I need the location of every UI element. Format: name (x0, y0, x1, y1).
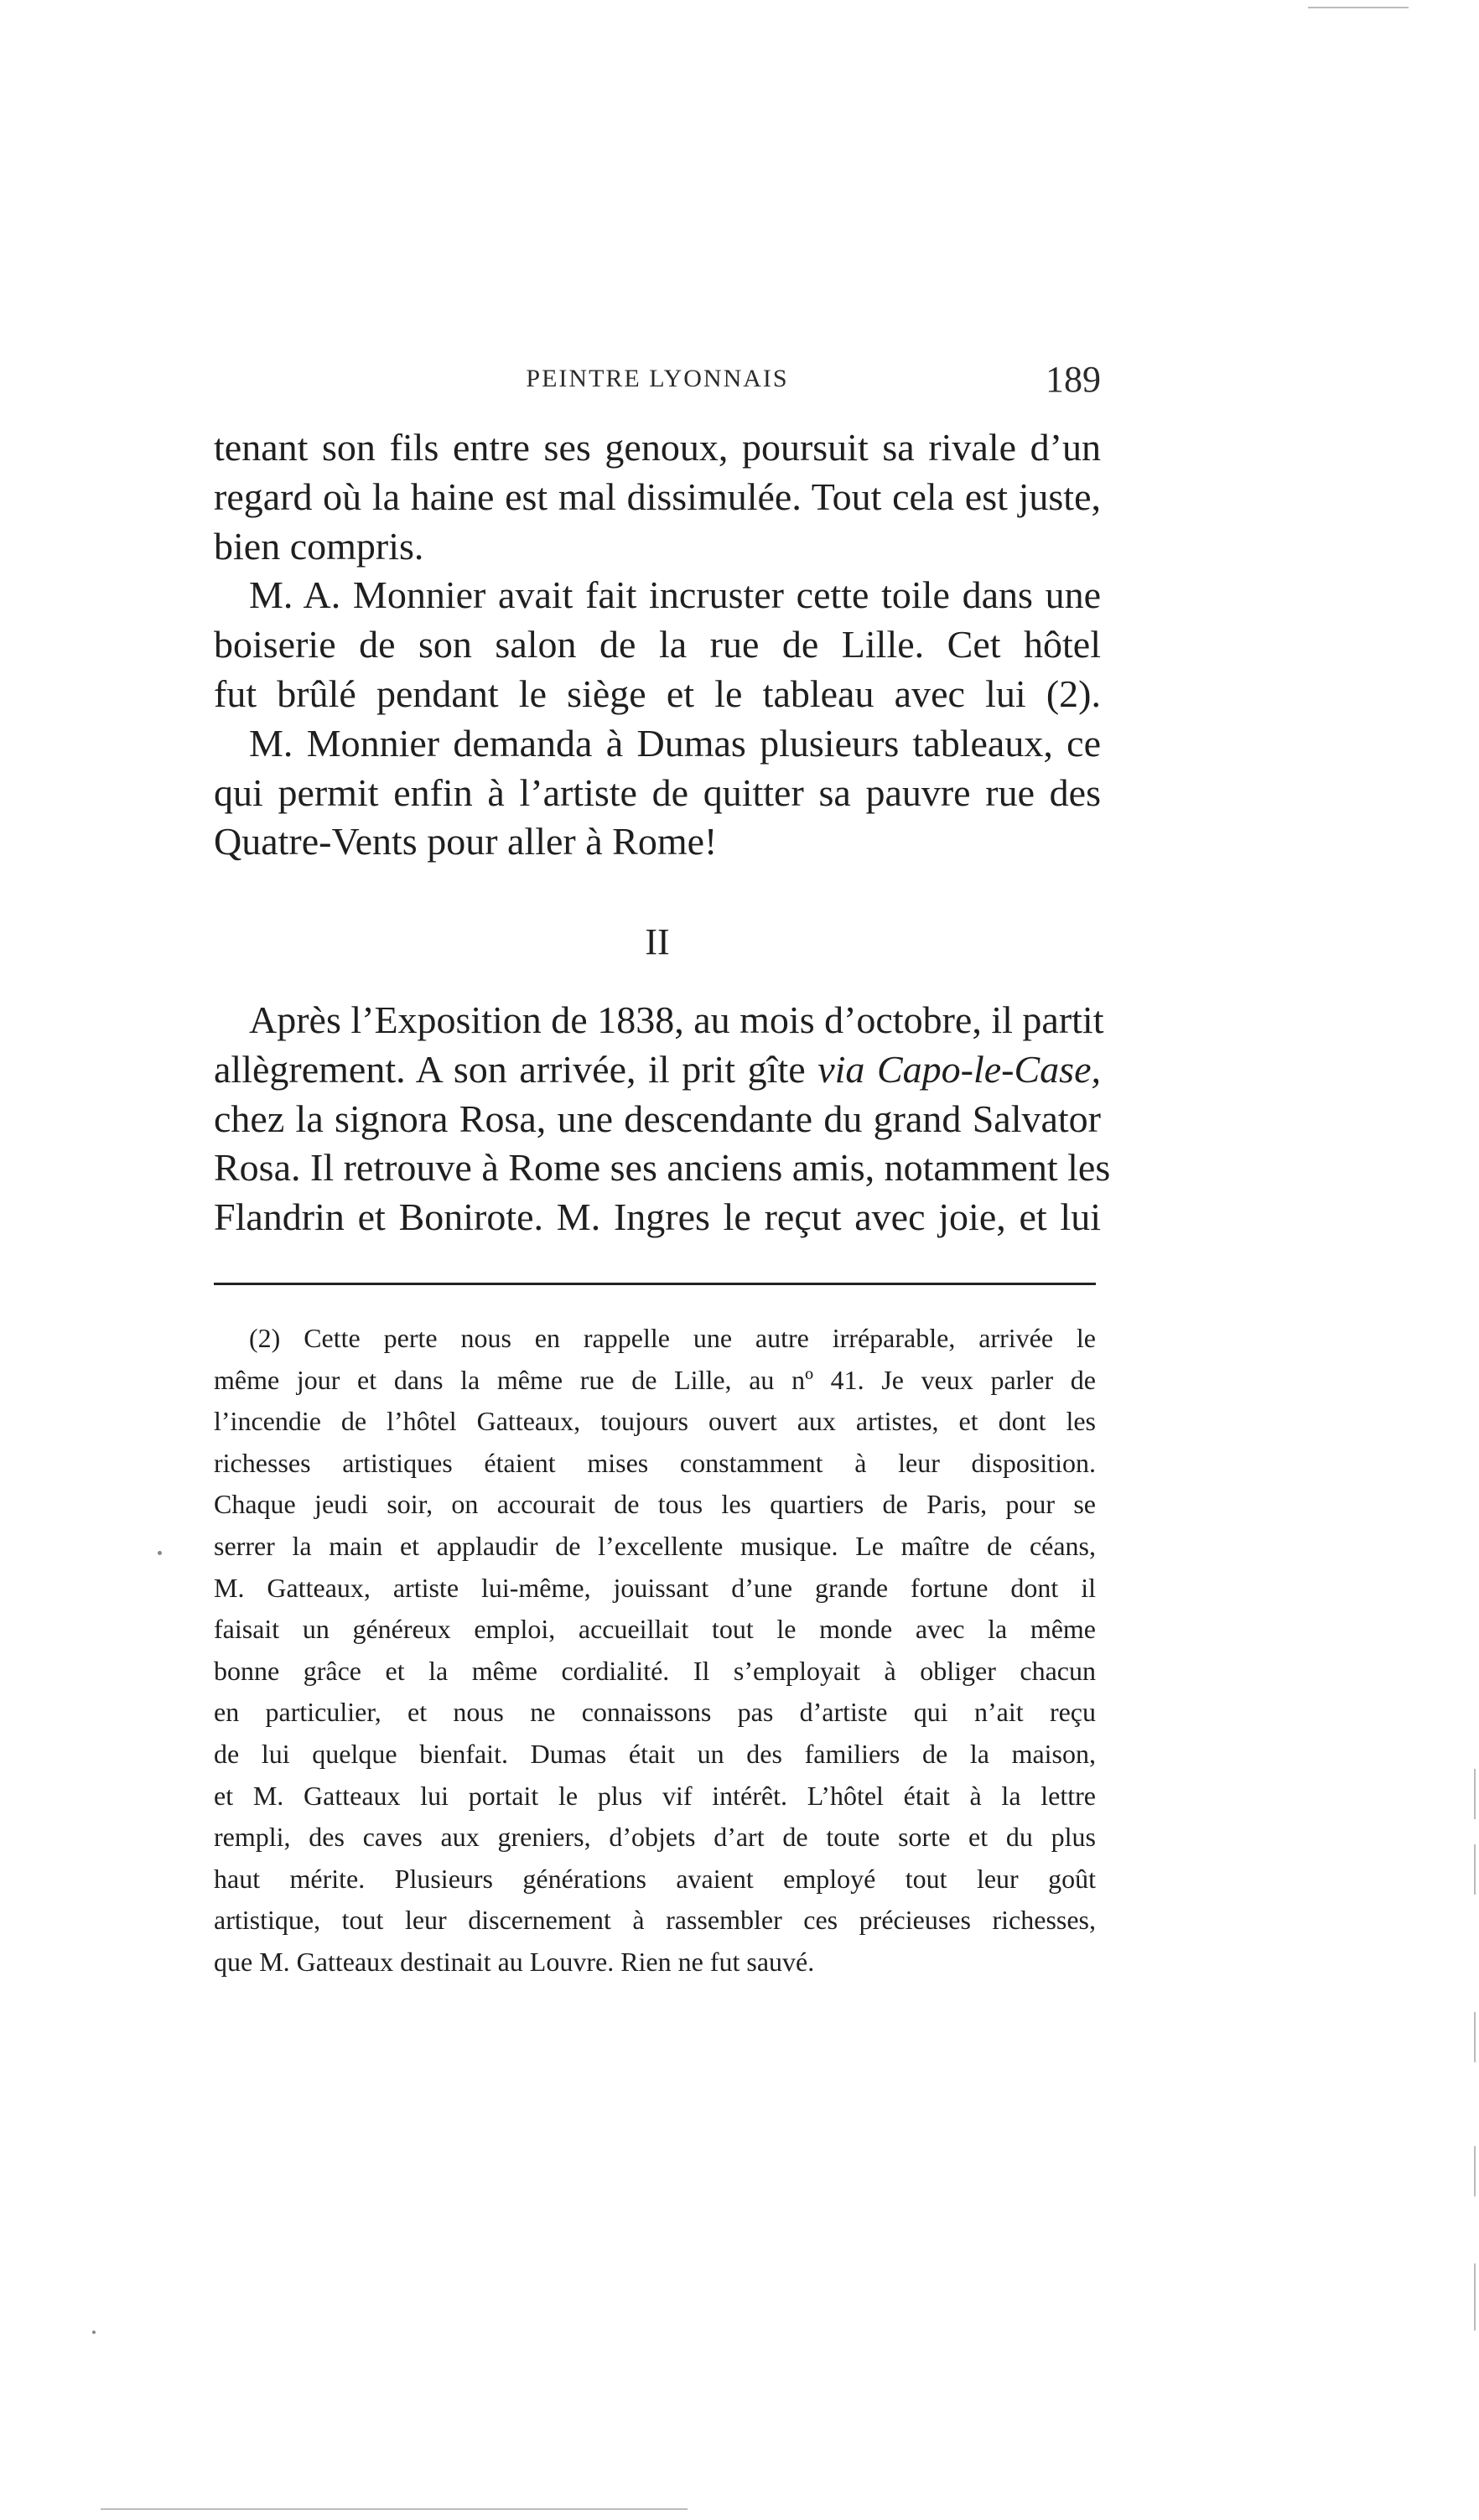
section-heading: II (645, 921, 670, 962)
running-header (214, 356, 1101, 415)
scan-edge-mark (101, 2508, 688, 2510)
body-text (214, 423, 1101, 867)
italic-place-name: via Capo-le-Case, (817, 1047, 1101, 1091)
scan-edge-mark (1474, 2146, 1476, 2196)
footnote-line: faisait un généreux emploi, accueillait tout le monde avec la même (214, 1614, 1096, 1645)
text-line: fut brûlé pendant le siège et le tableau avec lui (2). (214, 671, 1101, 715)
scan-speck (158, 1551, 162, 1555)
text-line: boiserie de son salon de la rue de Lille. Cet hôtel (214, 623, 1101, 666)
paragraph (214, 719, 1101, 867)
footnote-line: Chaque jeudi soir, on accourait de tous les quartiers de Paris, pour se (214, 1489, 1096, 1520)
footnote-line: l’incendie de l’hôtel Gatteaux, toujours ouvert aux artistes, et dont les (214, 1406, 1096, 1437)
text-line (214, 1045, 1101, 1095)
scan-edge-mark (1474, 1769, 1476, 1819)
running-title: PEINTRE LYONNAIS (526, 365, 789, 392)
text-line: Quatre-Vents pour aller à Rome! (214, 820, 718, 863)
scan-speck (92, 2331, 96, 2334)
footnote-line: et M. Gatteaux lui portait le plus vif intérêt. L’hôtel était à la lettre (214, 1780, 1096, 1811)
scan-edge-mark (1308, 7, 1409, 8)
text-line: regard où la haine est mal dissimulée. Tout cela est juste, (214, 474, 1101, 518)
footnote-line: que M. Gatteaux destinait au Louvre. Rien ne fut sauvé. (214, 1946, 815, 1977)
text-line: tenant son fils entre ses genoux, poursuit sa rivale d’un (214, 426, 1101, 469)
text-line: M. A. Monnier avait fait incruster cette toile dans une (249, 573, 1101, 617)
scan-edge-mark (1474, 2263, 1476, 2331)
paragraph (214, 571, 1101, 718)
text-segment: allègrement. A son arrivée, il prit gîte (214, 1047, 818, 1091)
footnote-line: (2) Cette perte nous en rappelle une autre irréparable, arrivée le (249, 1323, 1096, 1353)
footnote-line: en particulier, et nous ne connaissons pas d’artiste qui n’ait reçu (214, 1697, 1096, 1728)
footnote-line: de lui quelque bienfait. Dumas était un des familiers de la maison, (214, 1738, 1096, 1769)
text-line: M. Monnier demanda à Dumas plusieurs tableaux, ce (249, 721, 1101, 765)
text-line: qui permit enfin à l’artiste de quitter sa pauvre rue des (214, 770, 1101, 814)
scan-edge-mark (1474, 1844, 1476, 1895)
footnote (214, 1318, 1096, 1983)
text-line: Après l’Exposition de 1838, au mois d’octobre, il partit (249, 998, 1104, 1041)
paragraph (214, 423, 1101, 571)
paragraph (214, 996, 1111, 1242)
footnote-line: richesses artistiques étaient mises constamment à leur disposition. (214, 1447, 1096, 1478)
text-line: bien compris. (214, 524, 424, 568)
footnote-line: même jour et dans la même rue de Lille, au nº 41. Je veux parler de (214, 1364, 1096, 1395)
footnote-line: haut mérite. Plusieurs générations avaient employé tout leur goût (214, 1863, 1096, 1894)
page-number: 189 (1046, 359, 1101, 400)
footnote-line: artistique, tout leur discernement à rassembler ces précieuses richesses, (214, 1905, 1096, 1936)
footnote-line: serrer la main et applaudir de l’excellente musique. Le maître de céans, (214, 1530, 1096, 1561)
footnote-separator (214, 1283, 1096, 1285)
section-body-text (214, 996, 1111, 1242)
footnote-line: bonne grâce et la même cordialité. Il s’employait à obliger chacun (214, 1655, 1096, 1686)
text-line: Flandrin et Bonirote. M. Ingres le reçut avec joie, et lui (214, 1195, 1101, 1239)
footnote-line: rempli, des caves aux greniers, d’objets d’art de toute sorte et du plus (214, 1822, 1096, 1853)
text-line: chez la signora Rosa, une descendante du grand Salvator (214, 1097, 1101, 1140)
text-line: Rosa. Il retrouve à Rome ses anciens amis, notamment les (214, 1146, 1111, 1190)
footnote-line: M. Gatteaux, artiste lui-même, jouissant d’une grande fortune dont il (214, 1572, 1096, 1603)
scan-edge-mark (1474, 2012, 1476, 2062)
